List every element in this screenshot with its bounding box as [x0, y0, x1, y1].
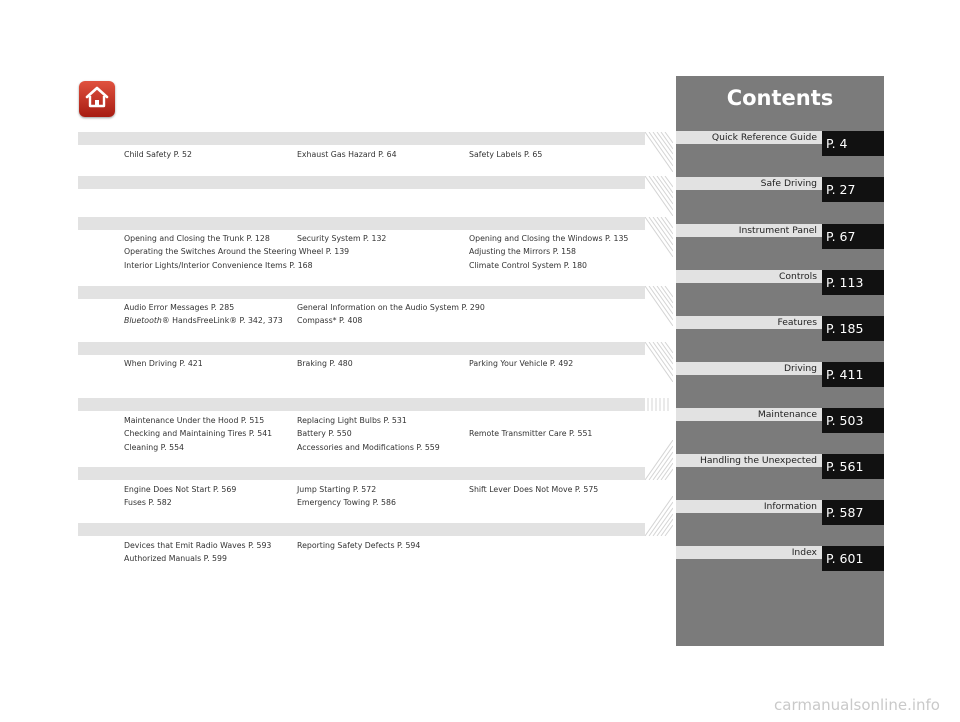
section-bar-maintenance[interactable] — [78, 398, 645, 411]
link-item[interactable]: Operating the Switches Around the Steering Wheel P. 139 — [124, 247, 350, 256]
toc-item-index[interactable] — [676, 546, 884, 571]
section-stripe — [645, 496, 673, 536]
contents-title: Contents — [726, 86, 834, 110]
section-stripe — [645, 394, 673, 416]
section-bar-controls[interactable] — [78, 217, 645, 230]
link-item[interactable]: Fuses P. 582 — [124, 498, 172, 507]
toc-label: Features — [676, 316, 822, 329]
toc-page: P. 185 — [822, 316, 884, 341]
home-icon — [84, 85, 110, 113]
toc-page: P. 411 — [822, 362, 884, 387]
toc-label: Driving — [676, 362, 822, 375]
link-item[interactable]: Audio Error Messages P. 285 — [124, 303, 235, 312]
home-button[interactable] — [79, 81, 115, 117]
toc-label: Safe Driving — [676, 177, 822, 190]
toc-page: P. 503 — [822, 408, 884, 433]
watermark: carmanualsonline.info — [774, 696, 940, 714]
link-item[interactable]: Emergency Towing P. 586 — [297, 498, 396, 507]
link-item[interactable] — [124, 316, 283, 326]
toc-item-maintenance[interactable] — [676, 408, 884, 433]
section-stripe — [645, 176, 673, 216]
link-item[interactable]: Climate Control System P. 180 — [469, 261, 588, 270]
section-bar-instrument-panel[interactable] — [78, 176, 645, 189]
link-item[interactable]: Shift Lever Does Not Move P. 575 — [469, 485, 599, 494]
toc-label: Controls — [676, 270, 822, 283]
toc-page: P. 601 — [822, 546, 884, 571]
link-item[interactable]: Opening and Closing the Trunk P. 128 — [124, 234, 270, 243]
link-item[interactable]: Jump Starting P. 572 — [297, 485, 377, 494]
toc-item-handling-the-unexpected[interactable] — [676, 454, 884, 479]
section-bar-information[interactable] — [78, 523, 645, 536]
link-item[interactable]: Devices that Emit Radio Waves P. 593 — [124, 541, 272, 550]
link-item[interactable]: Battery P. 550 — [297, 429, 352, 438]
link-item[interactable]: Adjusting the Mirrors P. 158 — [469, 247, 577, 256]
toc-label: Maintenance — [676, 408, 822, 421]
link-item[interactable]: Security System P. 132 — [297, 234, 387, 243]
link-item[interactable]: Engine Does Not Start P. 569 — [124, 485, 237, 494]
toc-label: Instrument Panel — [676, 224, 822, 237]
toc-item-driving[interactable] — [676, 362, 884, 387]
section-stripe — [645, 132, 673, 172]
toc-page: P. 561 — [822, 454, 884, 479]
toc-item-quick-reference-guide[interactable] — [676, 131, 884, 156]
link-item-text: ® HandsFreeLink® P. 342, 373 — [161, 316, 283, 325]
toc-item-information[interactable] — [676, 500, 884, 525]
section-stripe — [645, 342, 673, 382]
toc-label: Quick Reference Guide — [676, 131, 822, 144]
toc-label: Information — [676, 500, 822, 513]
link-item[interactable]: When Driving P. 421 — [124, 359, 203, 368]
link-item[interactable]: Exhaust Gas Hazard P. 64 — [297, 150, 397, 159]
link-item[interactable]: Cleaning P. 554 — [124, 443, 184, 452]
link-item[interactable]: General Information on the Audio System P. 290 — [297, 303, 485, 312]
toc-item-features[interactable] — [676, 316, 884, 341]
link-item[interactable]: Safety Labels P. 65 — [469, 150, 543, 159]
toc-label: Handling the Unexpected — [676, 454, 822, 467]
link-item[interactable]: Maintenance Under the Hood P. 515 — [124, 416, 265, 425]
link-item[interactable]: Checking and Maintaining Tires P. 541 — [124, 429, 273, 438]
toc-page: P. 27 — [822, 177, 884, 202]
toc-page: P. 67 — [822, 224, 884, 249]
link-item[interactable]: Accessories and Modifications P. 559 — [297, 443, 440, 452]
toc-label: Index — [676, 546, 822, 559]
toc-page: P. 587 — [822, 500, 884, 525]
toc-page: P. 113 — [822, 270, 884, 295]
section-stripe — [645, 286, 673, 326]
section-stripe — [645, 217, 673, 257]
link-item[interactable]: Reporting Safety Defects P. 594 — [297, 541, 421, 550]
bluetooth-italic: Bluetooth — [124, 316, 162, 325]
section-stripe — [645, 440, 673, 480]
link-item[interactable]: Replacing Light Bulbs P. 531 — [297, 416, 407, 425]
link-item[interactable]: Parking Your Vehicle P. 492 — [469, 359, 574, 368]
section-bar-driving[interactable] — [78, 342, 645, 355]
link-item[interactable]: Authorized Manuals P. 599 — [124, 554, 227, 563]
section-bar-handling-the-unexpected[interactable] — [78, 467, 645, 480]
link-item[interactable]: Child Safety P. 52 — [124, 150, 192, 159]
toc-page: P. 4 — [822, 131, 884, 156]
section-bar-safe-driving[interactable] — [78, 132, 645, 145]
link-item[interactable]: Braking P. 480 — [297, 359, 353, 368]
toc-item-controls[interactable] — [676, 270, 884, 295]
link-item[interactable]: Compass* P. 408 — [297, 316, 363, 325]
toc-item-safe-driving[interactable] — [676, 177, 884, 202]
link-item[interactable]: Interior Lights/Interior Convenience Items P. 168 — [124, 261, 313, 270]
link-item[interactable]: Remote Transmitter Care P. 551 — [469, 429, 593, 438]
link-item[interactable]: Opening and Closing the Windows P. 135 — [469, 234, 629, 243]
section-bar-features[interactable] — [78, 286, 645, 299]
toc-item-instrument-panel[interactable] — [676, 224, 884, 249]
